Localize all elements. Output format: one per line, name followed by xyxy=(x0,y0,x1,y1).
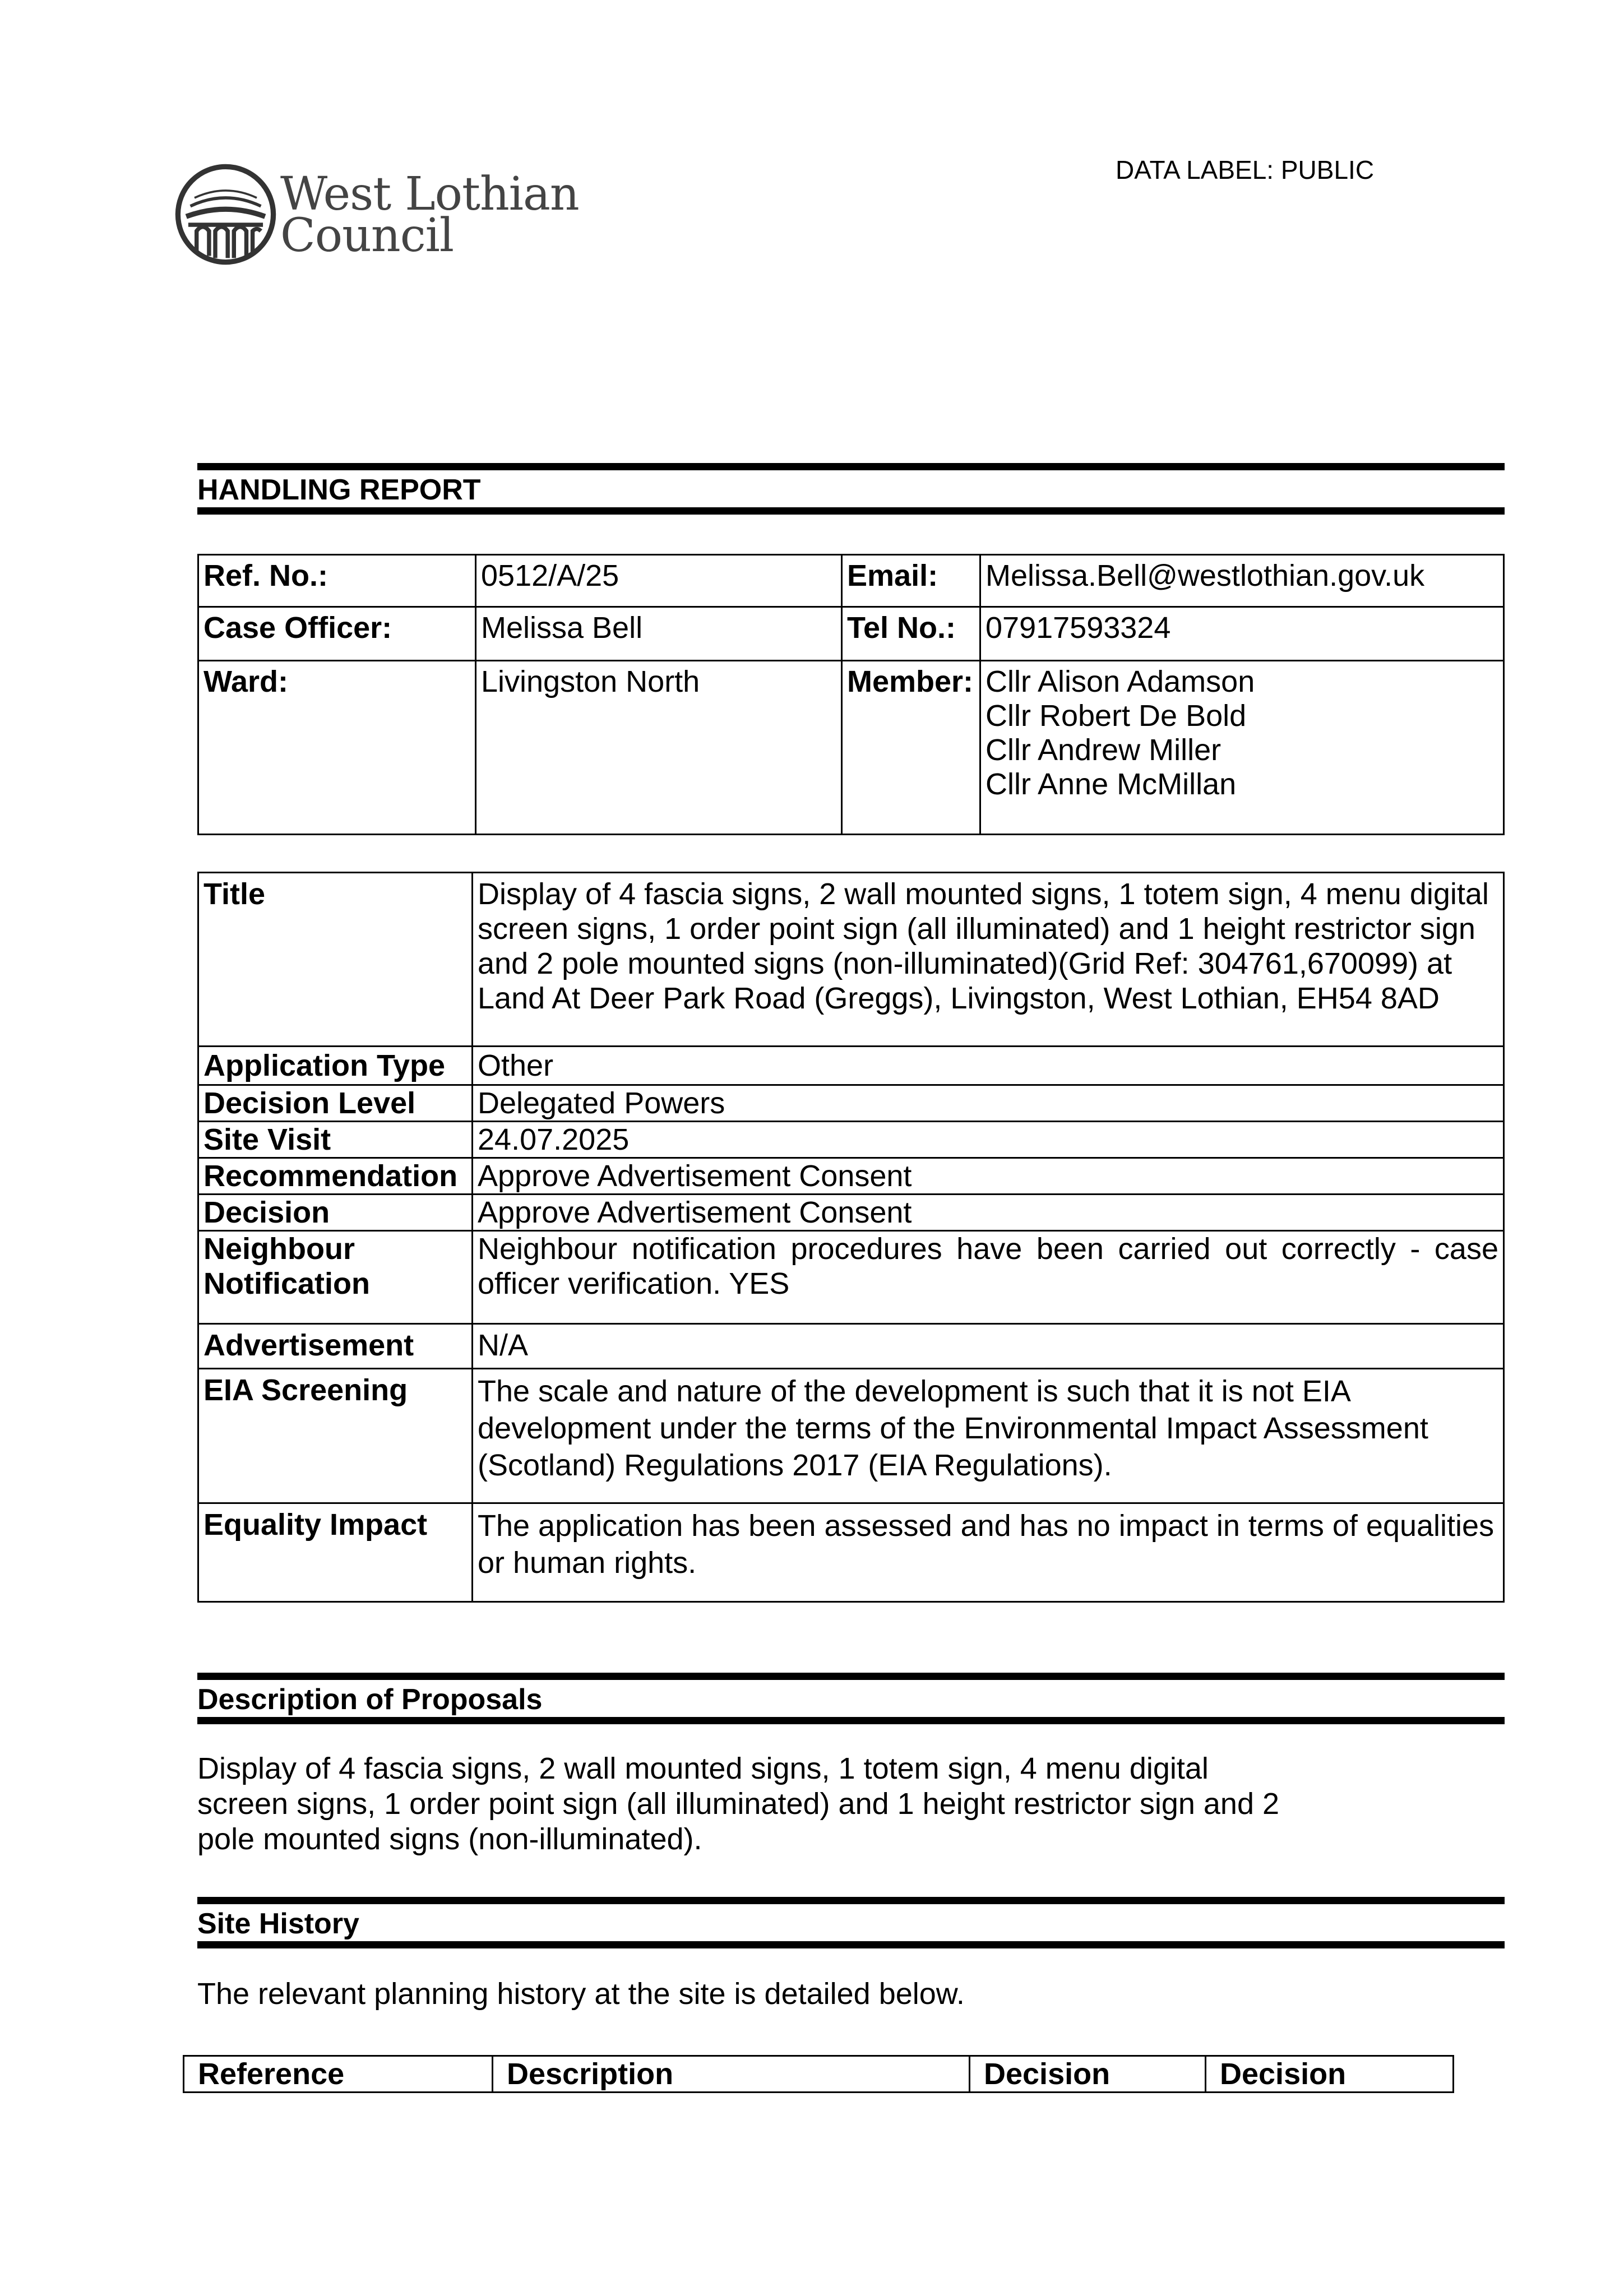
heading-rule-top xyxy=(197,1673,1505,1680)
ref-label: Ref. No.: xyxy=(198,555,476,607)
table-row xyxy=(198,1231,1504,1324)
application-type-label: Application Type xyxy=(198,1047,473,1085)
logo-wordmark-line2: Council xyxy=(280,209,454,262)
equality-impact-label: Equality Impact xyxy=(198,1503,473,1602)
title-label: Title xyxy=(198,873,473,1047)
table-row xyxy=(198,1085,1504,1122)
table-row xyxy=(198,1047,1504,1085)
table-row xyxy=(198,1369,1504,1503)
case-officer-label: Case Officer: xyxy=(198,607,476,661)
officer-table xyxy=(197,554,1505,835)
table-row xyxy=(198,661,1504,835)
site-history-heading-block xyxy=(197,1897,1505,1948)
site-visit-value: 24.07.2025 xyxy=(473,1122,1504,1158)
recommendation-value: Approve Advertisement Consent xyxy=(473,1158,1504,1195)
neighbour-notification-label: Neighbour Notification xyxy=(198,1231,473,1324)
member-name: Cllr Alison Adamson xyxy=(985,665,1255,698)
case-officer-value: Melissa Bell xyxy=(476,607,842,661)
decision-label: Decision xyxy=(198,1195,473,1231)
site-history-heading: Site History xyxy=(197,1908,359,1940)
heading-rule-bottom xyxy=(197,1717,1505,1724)
table-row xyxy=(198,1158,1504,1195)
heading-rule-bottom xyxy=(197,1941,1505,1948)
tel-label: Tel No.: xyxy=(842,607,980,661)
description-heading-block xyxy=(197,1673,1505,1724)
table-header-row xyxy=(184,2056,1454,2093)
neighbour-notification-value: Neighbour notification procedures have been carried out correctly - case officer verification. YES xyxy=(473,1231,1504,1324)
table-row xyxy=(198,1503,1504,1602)
tel-value: 07917593324 xyxy=(980,607,1504,661)
column-header-description: Description xyxy=(493,2056,970,2093)
application-details-table xyxy=(197,872,1505,1603)
column-header-reference: Reference xyxy=(184,2056,493,2093)
table-row xyxy=(198,1324,1504,1369)
site-visit-label: Site Visit xyxy=(198,1122,473,1158)
advertisement-label: Advertisement xyxy=(198,1324,473,1369)
recommendation-label: Recommendation xyxy=(198,1158,473,1195)
email-label: Email: xyxy=(842,555,980,607)
heading-rule-top xyxy=(197,463,1505,470)
equality-impact-value: The application has been assessed and has no impact in terms of equalities or human rights. xyxy=(473,1503,1504,1602)
heading-rule-top xyxy=(197,1897,1505,1904)
ward-value: Livingston North xyxy=(476,661,842,835)
description-heading: Description of Proposals xyxy=(197,1683,543,1716)
report-title: HANDLING REPORT xyxy=(197,474,481,506)
member-name: Cllr Anne McMillan xyxy=(985,767,1237,801)
column-header-decision-date: Decision xyxy=(1206,2056,1454,2093)
viaduct-emblem-icon xyxy=(174,163,277,266)
site-history-table xyxy=(183,2055,1454,2093)
table-row xyxy=(198,555,1504,607)
ref-value: 0512/A/25 xyxy=(476,555,842,607)
table-row xyxy=(198,1195,1504,1231)
handling-report-heading xyxy=(197,463,1505,515)
site-history-intro: The relevant planning history at the site is detailed below. xyxy=(197,1977,965,2011)
council-logo xyxy=(174,160,579,272)
member-name: Cllr Robert De Bold xyxy=(985,699,1247,733)
description-text: Display of 4 fascia signs, 2 wall mounted signs, 1 totem sign, 4 menu digital screen signs, 1 order point sign (all illuminated) and 1 height restrictor sign and 2 pole mounted signs (non-illuminated). xyxy=(197,1752,1280,1856)
decision-level-value: Delegated Powers xyxy=(473,1085,1504,1122)
table-row xyxy=(198,873,1504,1047)
ward-label: Ward: xyxy=(198,661,476,835)
table-row xyxy=(198,1122,1504,1158)
table-row xyxy=(198,607,1504,661)
logo-wordmark-line1: West Lothian xyxy=(280,168,579,221)
members-cell xyxy=(980,661,1504,835)
email-value: Melissa.Bell@westlothian.gov.uk xyxy=(980,555,1504,607)
eia-screening-value: The scale and nature of the development is such that it is not EIA development under the terms of the Environmental Impact Assessment (Scotland) Regulations 2017 (EIA Regulations). xyxy=(473,1369,1504,1503)
advertisement-value: N/A xyxy=(473,1324,1504,1369)
member-label: Member: xyxy=(842,661,980,835)
data-label: DATA LABEL: PUBLIC xyxy=(1116,155,1375,184)
decision-level-label: Decision Level xyxy=(198,1085,473,1122)
column-header-decision: Decision xyxy=(970,2056,1206,2093)
member-name: Cllr Andrew Miller xyxy=(985,733,1222,767)
decision-value: Approve Advertisement Consent xyxy=(473,1195,1504,1231)
heading-rule-bottom xyxy=(197,507,1505,515)
application-type-value: Other xyxy=(473,1047,1504,1085)
title-value: Display of 4 fascia signs, 2 wall mounted signs, 1 totem sign, 4 menu digital screen signs, 1 order point sign (all illuminated) and 1 height restrictor sign and 2 pole mounted signs (non-illuminated)(Grid Ref: 304761,670099) at Land At Deer Park Road (Greggs), Livingston, West Lothian, EH54 8AD xyxy=(473,873,1504,1047)
eia-screening-label: EIA Screening xyxy=(198,1369,473,1503)
